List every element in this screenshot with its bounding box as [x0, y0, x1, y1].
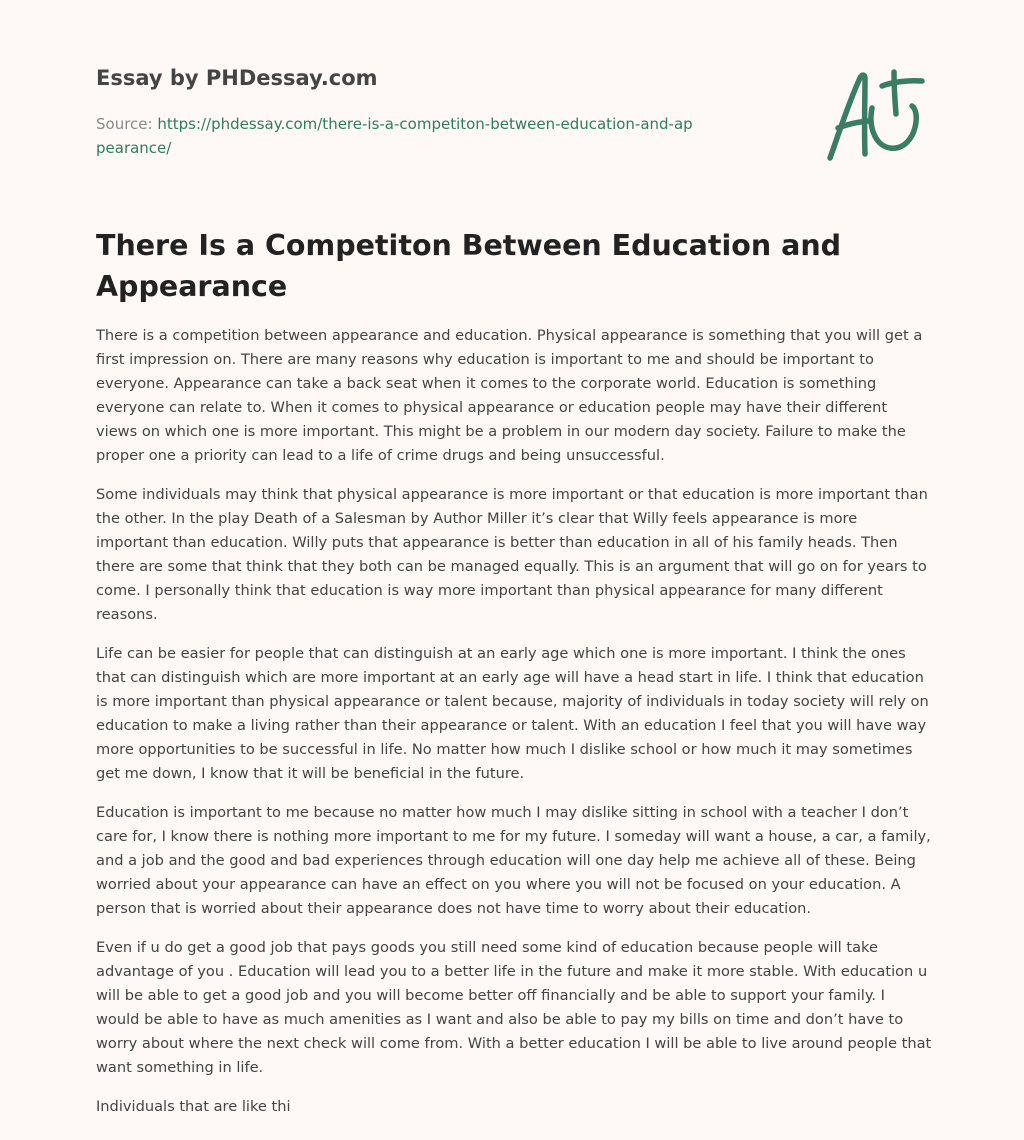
source-line: [96, 112, 696, 160]
essay-paragraph-truncated: Individuals that are like thi: [96, 1098, 291, 1115]
source-link[interactable]: https://phdessay.com/there-is-a-competiton-between-education-and-appearance/: [96, 115, 693, 157]
essay-paragraph: Education is important to me because no matter how much I may dislike sitting in school with a teacher I don’t care for, I know there is nothing more important to me for my future. I someday will want a house, a car, a family, and a job and the good and bad experiences through education will one day help me achieve all of these. Being worried about your appearance can have an effect on you where you will not be focused on your education. A person that is worried about their appearance does not have time to worry about their education.: [96, 804, 931, 917]
essay-paragraph: Even if u do get a good job that pays goods you still need some kind of education because people will take advantage of you . Education will lead you to a better life in the future and make it more stable. With education u will be able to get a good job and you will become better off financially and be able to support your family. I would be able to have as much amenities as I want and also be able to pay my bills on time and don’t have to worry about where the next check will come from. With a better education I will be able to live around people that want something in life.: [96, 939, 932, 1076]
source-label: Source:: [96, 115, 158, 133]
essay-paragraph: There is a competition between appearance and education. Physical appearance is something that you will get a first impression on. There are many reasons why education is important to me and should be important to everyone. Appearance can take a back seat when it comes to the corporate world. Education is something everyone can relate to. When it comes to physical appearance or education people may have their different views on which one is more important. This might be a problem in our modern day society. Failure to make the proper one a priority can lead to a life of crime drugs and being unsuccessful.: [96, 327, 923, 464]
essay-body: [96, 324, 932, 1134]
a-plus-logo-icon: [824, 66, 928, 166]
essay-paragraph: Life can be easier for people that can distinguish at an early age which one is more important. I think the ones that can distinguish which are more important at an early age will have a head start in life. I think that education is more important than physical appearance or talent because, majority of individuals in today society will rely on education to make a living rather than their appearance or talent. With an education I feel that you will have way more opportunities to be successful in life. No matter how much I dislike school or how much it may sometimes get me down, I know that it will be beneficial in the future.: [96, 645, 929, 782]
site-brand: Essay by PHDessay.com: [96, 66, 378, 90]
essay-title: There Is a Competiton Between Education and Appearance: [96, 229, 842, 303]
essay-paragraph: Some individuals may think that physical appearance is more important or that education is more important than the other. In the play Death of a Salesman by Author Miller it’s clear that Willy feels appearance is more important than education. Willy puts that appearance is better than education in all of his family heads. Then there are some that think that they both can be managed equally. This is an argument that will go on for years to come. I personally think that education is way more important than physical appearance for many different reasons.: [96, 486, 928, 623]
